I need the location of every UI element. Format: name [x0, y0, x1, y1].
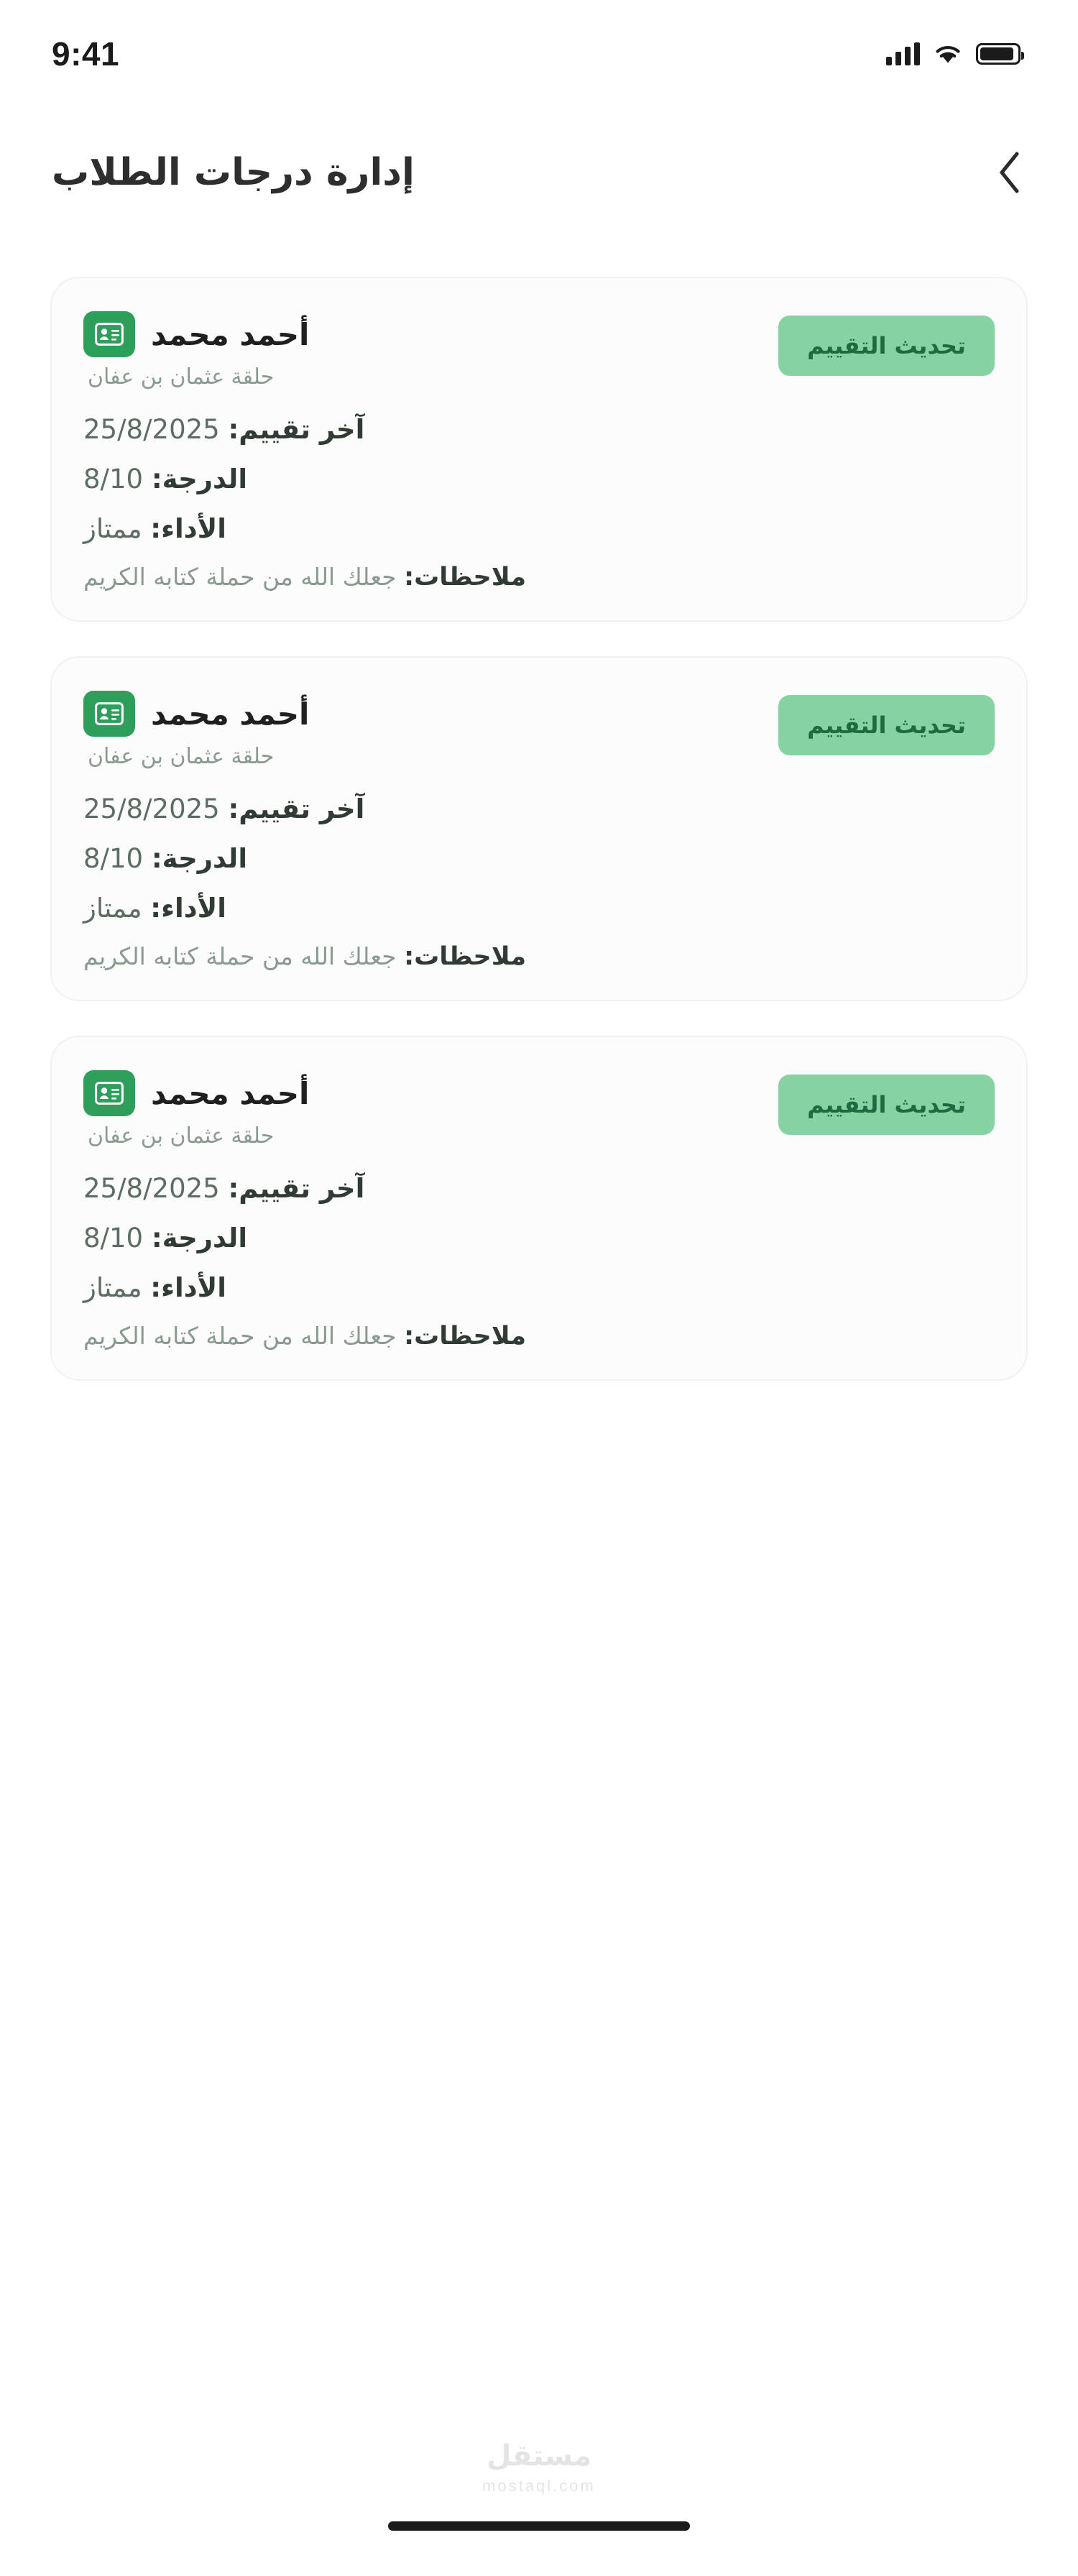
footer [0, 2432, 1078, 2576]
performance-row [83, 1272, 226, 1303]
student-name: أحمد محمد [151, 1075, 310, 1111]
student-halaqa: حلقة عثمان بن عفان [88, 744, 275, 769]
cellular-signal-icon [886, 42, 920, 65]
page-title: إدارة درجات الطلاب [52, 151, 415, 194]
student-details [83, 794, 995, 971]
watermark-domain: mostaql.com [482, 2477, 596, 2495]
grade-label: الدرجة: [151, 464, 248, 494]
student-id-card-icon [83, 311, 135, 357]
student-halaqa: حلقة عثمان بن عفان [88, 364, 275, 390]
student-id-card-icon [83, 1070, 135, 1116]
student-card-header [83, 691, 995, 769]
performance-row [83, 893, 226, 924]
student-name: أحمد محمد [151, 316, 310, 352]
student-card-header [83, 311, 995, 390]
grade-value: 8/10 [83, 464, 144, 494]
performance-label: الأداء: [150, 1272, 226, 1303]
watermark-logo: مستقل [486, 2439, 592, 2472]
performance-label: الأداء: [150, 893, 226, 924]
students-list [0, 237, 1078, 2432]
student-name-row [83, 311, 309, 357]
student-details [83, 1173, 995, 1351]
grade-row [83, 843, 247, 874]
grade-label: الدرجة: [151, 843, 248, 874]
student-card[interactable] [50, 656, 1028, 1001]
student-name-row [83, 1070, 309, 1116]
student-details [83, 414, 995, 592]
update-evaluation-button[interactable]: تحديث التقييم [778, 1075, 995, 1135]
last-evaluation-row [83, 414, 364, 445]
grade-row [83, 1223, 247, 1254]
notes-label: ملاحظات: [404, 942, 527, 971]
status-bar [0, 0, 1078, 108]
last-evaluation-value: 25/8/2025 [83, 1173, 220, 1204]
student-card[interactable] [50, 277, 1028, 622]
student-info [83, 1070, 309, 1149]
student-info [83, 311, 309, 390]
grade-label: الدرجة: [151, 1223, 248, 1254]
notes-label: ملاحظات: [404, 1322, 527, 1351]
student-id-card-icon [83, 691, 135, 737]
update-evaluation-button[interactable]: تحديث التقييم [778, 316, 995, 376]
student-name: أحمد محمد [151, 696, 310, 732]
performance-value: ممتاز [83, 1272, 142, 1303]
status-indicators [886, 42, 1021, 65]
watermark [482, 2439, 596, 2496]
battery-icon [976, 43, 1021, 65]
performance-value: ممتاز [83, 893, 142, 924]
last-evaluation-label: آخر تقييم: [228, 1173, 365, 1204]
last-evaluation-row [83, 794, 364, 824]
last-evaluation-value: 25/8/2025 [83, 794, 220, 824]
performance-label: الأداء: [150, 513, 226, 544]
notes-value: جعلك الله من حملة كتابه الكريم [83, 563, 397, 591]
last-evaluation-value: 25/8/2025 [83, 414, 220, 445]
grade-value: 8/10 [83, 843, 144, 874]
home-indicator[interactable] [388, 2521, 690, 2531]
grade-value: 8/10 [83, 1223, 144, 1254]
performance-value: ممتاز [83, 513, 142, 544]
notes-value: جعلك الله من حملة كتابه الكريم [83, 1322, 397, 1350]
page-header [0, 108, 1078, 237]
notes-value: جعلك الله من حملة كتابه الكريم [83, 942, 397, 970]
student-card-header [83, 1070, 995, 1149]
last-evaluation-row [83, 1173, 364, 1204]
notes-label: ملاحظات: [404, 563, 527, 592]
student-info [83, 691, 309, 769]
student-name-row [83, 691, 309, 737]
last-evaluation-label: آخر تقييم: [228, 794, 365, 824]
notes-row [83, 563, 526, 592]
status-time: 9:41 [52, 35, 120, 73]
update-evaluation-button[interactable]: تحديث التقييم [778, 695, 995, 755]
grade-row [83, 464, 247, 494]
notes-row [83, 1322, 526, 1351]
student-halaqa: حلقة عثمان بن عفان [88, 1123, 275, 1149]
notes-row [83, 942, 526, 971]
wifi-icon [933, 42, 963, 65]
student-card[interactable] [50, 1036, 1028, 1381]
performance-row [83, 513, 226, 544]
back-button[interactable] [985, 147, 1035, 198]
last-evaluation-label: آخر تقييم: [228, 414, 365, 445]
